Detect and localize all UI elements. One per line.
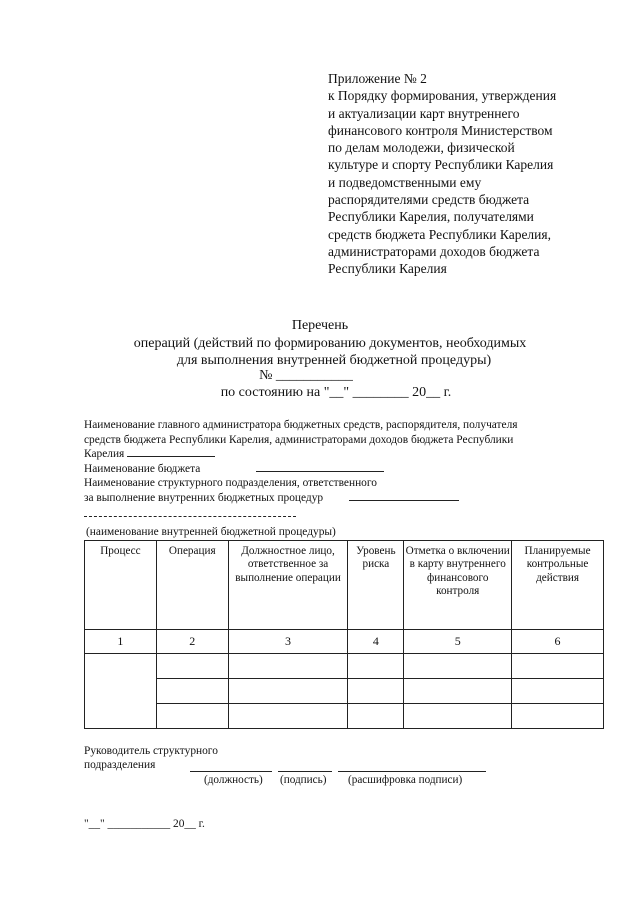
process-cell[interactable] (85, 654, 157, 729)
appendix-line: и актуализации карт внутреннего (328, 105, 520, 121)
table-header-row (85, 541, 604, 630)
table-row (85, 704, 604, 729)
column-number: 3 (228, 630, 348, 654)
document-date: по состоянию на "__" ________ 20__ г. (220, 385, 452, 400)
column-header: Процесс (85, 541, 157, 630)
document-subtitle-line1: операций (действий по формированию документов, необходимых (133, 336, 527, 351)
appendix-line: администраторами доходов бюджета (328, 243, 540, 259)
column-number: 2 (156, 630, 228, 654)
table-cell[interactable] (348, 654, 404, 679)
appendix-line: и подведомственными ему (328, 174, 482, 190)
position-blank[interactable] (190, 771, 272, 772)
division-field-label: Наименование структурного подразделения, ответственного (84, 477, 377, 490)
table-cell[interactable] (348, 704, 404, 729)
division-field-label: за выполнение внутренних бюджетных процедур (84, 491, 324, 504)
table-cell[interactable] (228, 704, 348, 729)
column-number: 4 (348, 630, 404, 654)
table-cell[interactable] (156, 704, 228, 729)
signature-decode-caption: (расшифровка подписи) (348, 774, 463, 786)
table-row (85, 679, 604, 704)
appendix-line: средств бюджета Республики Карелия, (328, 226, 551, 242)
appendix-line: по делам молодежи, физической (328, 140, 515, 156)
admin-field-label: Карелия (84, 448, 125, 461)
appendix-line: распорядителями средств бюджета (328, 192, 530, 208)
table-cell[interactable] (228, 679, 348, 704)
column-number: 5 (404, 630, 512, 654)
signature-block (84, 744, 218, 772)
signature-role-label: Руководитель структурного (84, 745, 218, 757)
table-cell[interactable] (404, 679, 512, 704)
admin-field-label: Наименование главного администратора бюджетных средств, распорядителя, получателя (84, 419, 518, 431)
column-number: 1 (85, 630, 157, 654)
table-cell[interactable] (156, 654, 228, 679)
table-cell[interactable] (512, 704, 604, 729)
appendix-line: культуре и спорту Республики Карелия (328, 157, 554, 173)
table-cell[interactable] (156, 679, 228, 704)
table-cell[interactable] (348, 679, 404, 704)
column-header: Операция (156, 541, 228, 630)
budget-field-blank[interactable] (256, 470, 384, 472)
signature-date: "__" ___________ 20__ г. (84, 818, 205, 830)
column-number: 6 (512, 630, 604, 654)
table-row (85, 654, 604, 679)
column-header: Планируемые контрольные действия (512, 541, 604, 630)
budget-field-label: Наименование бюджета (84, 462, 201, 475)
column-header: Отметка о включении в карту внутреннего финансового контроля (404, 541, 512, 630)
position-caption: (должность) (204, 774, 263, 786)
document-title: Перечень (291, 318, 349, 333)
appendix-block (328, 70, 618, 278)
document-number: № ___________ (259, 368, 353, 383)
appendix-line: к Порядку формирования, утверждения (328, 88, 557, 104)
appendix-line: Республики Карелия, получателями (328, 209, 534, 225)
signature-caption: (подпись) (280, 774, 327, 786)
admin-field-blank[interactable] (127, 455, 215, 457)
procedure-name-caption: (наименование внутренней бюджетной процедуры) (86, 526, 336, 538)
table-cell[interactable] (228, 654, 348, 679)
table-cell[interactable] (404, 704, 512, 729)
appendix-line: Приложение № 2 (328, 71, 427, 86)
column-header: Должностное лицо, ответственное за выполнение операции (228, 541, 348, 630)
appendix-line: Республики Карелия (328, 261, 447, 277)
procedure-name-line[interactable] (84, 516, 296, 517)
division-field-blank[interactable] (349, 499, 459, 501)
signature-blank[interactable] (278, 771, 332, 772)
document-subtitle-line2: для выполнения внутренней бюджетной процедуры) (176, 353, 492, 368)
admin-field-label: средств бюджета Республики Карелия, администраторами доходов бюджета Республики (84, 433, 514, 446)
table-cell[interactable] (512, 654, 604, 679)
appendix-line: финансового контроля Министерством (328, 122, 553, 138)
table-cell[interactable] (512, 679, 604, 704)
column-number-row (85, 630, 604, 654)
signature-role-label: подразделения (84, 759, 156, 771)
signature-decode-blank[interactable] (338, 771, 486, 772)
operations-table (84, 540, 604, 729)
column-header: Уровень риска (348, 541, 404, 630)
table-cell[interactable] (404, 654, 512, 679)
header-fields (84, 418, 604, 506)
